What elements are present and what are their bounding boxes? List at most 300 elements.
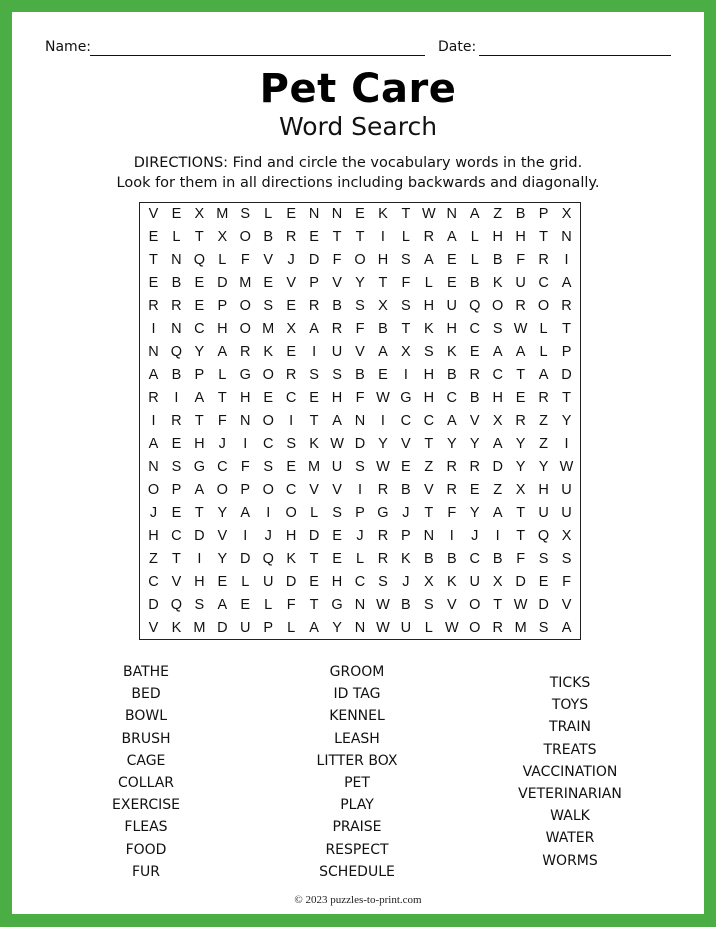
grid-cell[interactable]: R [308,298,320,315]
grid-cell[interactable]: P [561,344,572,361]
grid-cell[interactable]: X [286,321,296,338]
grid-cell[interactable]: B [355,367,365,384]
grid-cell[interactable]: R [377,527,389,544]
grid-cell[interactable]: H [538,481,549,498]
grid-cell[interactable]: I [243,527,248,544]
grid-cell[interactable]: W [513,596,528,613]
grid-cell[interactable]: B [446,550,457,567]
grid-cell[interactable]: N [171,321,182,338]
grid-cell[interactable]: V [309,481,319,498]
grid-cell[interactable]: A [194,390,205,407]
grid-cell[interactable]: N [171,252,182,269]
grid-cell[interactable]: V [286,275,296,292]
grid-cell[interactable]: C [423,412,435,429]
grid-cell[interactable]: L [264,206,273,223]
grid-cell[interactable]: R [538,252,549,269]
grid-cell[interactable]: X [194,206,205,223]
grid-cell[interactable]: T [194,229,204,246]
grid-cell[interactable]: T [194,504,204,521]
grid-cell[interactable]: O [239,229,251,246]
grid-cell[interactable]: I [495,527,500,544]
grid-cell[interactable]: D [538,596,549,613]
grid-cell[interactable]: A [309,619,319,636]
grid-cell[interactable]: S [355,458,365,475]
grid-cell[interactable]: W [513,321,528,338]
grid-cell[interactable]: A [492,504,503,521]
grid-cell[interactable]: F [447,504,457,521]
grid-cell[interactable]: R [469,458,480,475]
grid-cell[interactable]: D [217,619,228,636]
grid-cell[interactable]: K [446,344,457,361]
grid-cell[interactable]: R [285,367,297,384]
grid-cell[interactable]: N [354,619,366,636]
grid-cell[interactable]: A [378,344,388,361]
grid-cell[interactable]: D [308,527,320,544]
grid-cell[interactable]: P [194,367,205,384]
grid-cell[interactable]: D [308,252,320,269]
grid-cell[interactable]: R [331,321,343,338]
grid-cell[interactable]: J [402,504,410,521]
grid-cell[interactable]: Q [537,527,550,544]
grid-cell[interactable]: B [171,367,182,384]
grid-cell[interactable]: T [355,229,365,246]
grid-cell[interactable]: L [424,275,433,292]
grid-cell[interactable]: R [240,344,251,361]
grid-cell[interactable]: D [561,367,572,384]
grid-cell[interactable]: V [424,481,434,498]
grid-cell[interactable]: C [469,321,480,338]
grid-cell[interactable]: O [492,298,504,315]
grid-cell[interactable]: Q [170,596,183,613]
grid-cell[interactable]: K [286,550,296,567]
grid-cell[interactable]: O [216,481,228,498]
grid-cell[interactable]: I [266,504,271,521]
grid-cell[interactable]: F [355,390,365,407]
grid-cell[interactable]: M [239,275,252,292]
grid-cell[interactable]: U [446,298,458,315]
grid-cell[interactable]: J [264,527,272,544]
grid-cell[interactable]: F [240,252,250,269]
grid-cell[interactable]: J [287,252,295,269]
grid-cell[interactable]: G [400,390,412,407]
grid-cell[interactable]: Y [515,458,526,475]
grid-cell[interactable]: X [401,344,411,361]
grid-cell[interactable]: T [424,504,434,521]
grid-cell[interactable]: A [469,206,480,223]
grid-cell[interactable]: E [286,298,296,315]
grid-cell[interactable]: W [376,458,390,475]
grid-cell[interactable]: R [171,412,182,429]
grid-cell[interactable]: N [331,206,343,223]
grid-cell[interactable]: O [262,481,274,498]
grid-cell[interactable]: D [217,275,228,292]
grid-cell[interactable]: G [239,367,251,384]
grid-cell[interactable]: Z [539,412,548,429]
grid-cell[interactable]: U [561,504,572,521]
grid-cell[interactable]: O [147,481,160,498]
grid-cell[interactable]: V [561,596,572,613]
grid-cell[interactable]: S [171,458,182,475]
grid-cell[interactable]: Q [170,344,183,361]
grid-cell[interactable]: N [308,206,320,223]
grid-cell[interactable]: I [197,550,202,567]
grid-cell[interactable]: B [469,390,480,407]
grid-cell[interactable]: L [172,229,181,246]
grid-cell[interactable]: J [218,435,226,452]
grid-cell[interactable]: Y [378,435,388,452]
grid-cell[interactable]: N [423,527,435,544]
grid-cell[interactable]: G [331,596,343,613]
grid-cell[interactable]: X [492,412,503,429]
grid-cell[interactable]: E [194,298,205,315]
grid-cell[interactable]: P [217,298,228,315]
grid-cell[interactable]: Z [493,481,503,498]
grid-cell[interactable]: L [539,344,548,361]
grid-cell[interactable]: A [217,596,228,613]
grid-cell[interactable]: I [380,229,385,246]
grid-cell[interactable]: E [515,390,526,407]
grid-cell[interactable]: V [355,344,365,361]
grid-cell[interactable]: T [562,321,571,338]
grid-cell[interactable]: R [446,481,458,498]
grid-cell[interactable]: C [354,573,366,590]
grid-cell[interactable]: I [564,435,569,452]
grid-cell[interactable]: P [538,206,549,223]
grid-cell[interactable]: E [148,229,159,246]
grid-cell[interactable]: V [446,596,457,613]
grid-cell[interactable]: Y [332,619,342,636]
grid-cell[interactable]: T [194,412,204,429]
grid-cell[interactable]: A [446,229,457,246]
grid-cell[interactable]: U [515,275,526,292]
grid-cell[interactable]: C [171,527,182,544]
grid-cell[interactable]: K [263,344,274,361]
grid-cell[interactable]: H [423,390,435,407]
grid-cell[interactable]: V [469,412,480,429]
grid-cell[interactable]: N [561,229,572,246]
grid-cell[interactable]: N [354,596,366,613]
grid-cell[interactable]: S [424,596,434,613]
grid-cell[interactable]: E [171,206,182,223]
grid-cell[interactable]: E [401,458,411,475]
grid-cell[interactable]: T [149,252,158,269]
grid-cell[interactable]: X [424,573,434,590]
grid-cell[interactable]: C [492,367,503,384]
grid-cell[interactable]: A [561,619,572,636]
grid-cell[interactable]: R [515,412,526,429]
grid-cell[interactable]: R [377,550,389,567]
grid-cell[interactable]: A [309,321,319,338]
grid-cell[interactable]: L [218,252,227,269]
grid-cell[interactable]: V [332,481,342,498]
grid-cell[interactable]: V [171,573,182,590]
grid-cell[interactable]: B [171,275,182,292]
grid-cell[interactable]: U [538,504,549,521]
grid-cell[interactable]: Y [217,550,228,567]
grid-cell[interactable]: I [289,412,294,429]
grid-cell[interactable]: W [376,390,390,407]
grid-cell[interactable]: T [401,206,411,223]
grid-cell[interactable]: D [194,527,205,544]
grid-cell[interactable]: N [354,412,366,429]
grid-cell[interactable]: I [357,481,362,498]
grid-cell[interactable]: J [149,504,158,521]
grid-cell[interactable]: J [356,527,364,544]
grid-cell[interactable]: X [378,298,388,315]
grid-cell[interactable]: E [332,550,342,567]
grid-cell[interactable]: T [516,367,526,384]
grid-cell[interactable]: Z [149,550,158,567]
grid-cell[interactable]: K [492,275,503,292]
grid-cell[interactable]: E [263,390,274,407]
grid-cell[interactable]: U [262,573,274,590]
grid-cell[interactable]: L [424,619,433,636]
grid-cell[interactable]: L [287,619,296,636]
grid-cell[interactable]: O [239,298,251,315]
grid-cell[interactable]: G [193,458,205,475]
grid-cell[interactable]: I [151,412,156,429]
grid-cell[interactable]: X [515,481,526,498]
grid-cell[interactable]: L [470,229,479,246]
grid-cell[interactable]: C [194,321,205,338]
grid-cell[interactable]: I [243,435,248,452]
grid-cell[interactable]: V [263,252,274,269]
grid-cell[interactable]: R [377,481,389,498]
grid-cell[interactable]: A [148,367,159,384]
grid-cell[interactable]: S [378,573,388,590]
grid-cell[interactable]: K [378,206,388,223]
grid-cell[interactable]: E [148,275,159,292]
grid-cell[interactable]: D [515,573,526,590]
grid-cell[interactable]: U [469,573,480,590]
grid-cell[interactable]: T [217,390,227,407]
grid-cell[interactable]: F [401,275,411,292]
grid-cell[interactable]: Q [193,252,205,269]
grid-cell[interactable]: U [331,344,343,361]
grid-cell[interactable]: L [470,252,479,269]
grid-cell[interactable]: H [492,390,503,407]
grid-cell[interactable]: C [285,390,297,407]
grid-cell[interactable]: B [492,252,503,269]
grid-cell[interactable]: C [285,481,297,498]
grid-cell[interactable]: T [424,435,434,452]
grid-cell[interactable]: Q [262,550,274,567]
grid-cell[interactable]: C [400,412,412,429]
grid-cell[interactable]: Y [538,458,549,475]
grid-cell[interactable]: J [402,573,410,590]
grid-cell[interactable]: P [263,619,274,636]
grid-cell[interactable]: M [216,206,229,223]
grid-cell[interactable]: L [401,229,410,246]
grid-cell[interactable]: B [378,321,388,338]
grid-cell[interactable]: V [217,527,228,544]
grid-cell[interactable]: E [378,367,388,384]
grid-cell[interactable]: E [309,229,319,246]
name-field-line[interactable] [90,55,425,56]
grid-cell[interactable]: I [564,252,569,269]
grid-cell[interactable]: E [309,573,319,590]
grid-cell[interactable]: H [331,573,343,590]
grid-cell[interactable]: V [148,619,159,636]
grid-cell[interactable]: H [377,252,389,269]
grid-cell[interactable]: Y [469,435,480,452]
grid-cell[interactable]: F [286,596,296,613]
grid-cell[interactable]: S [538,550,549,567]
grid-cell[interactable]: A [217,344,228,361]
grid-cell[interactable]: O [469,596,481,613]
grid-cell[interactable]: S [309,367,319,384]
grid-cell[interactable]: V [148,206,159,223]
grid-cell[interactable]: N [240,412,251,429]
grid-cell[interactable]: D [285,573,297,590]
grid-cell[interactable]: Y [194,344,205,361]
grid-cell[interactable]: P [171,481,182,498]
grid-cell[interactable]: S [355,298,365,315]
grid-cell[interactable]: R [285,229,297,246]
grid-cell[interactable]: L [264,596,273,613]
date-field-line[interactable] [479,55,671,56]
grid-cell[interactable]: S [538,619,549,636]
grid-cell[interactable]: H [331,390,343,407]
grid-cell[interactable]: S [332,504,342,521]
grid-cell[interactable]: T [516,527,526,544]
grid-cell[interactable]: H [194,435,205,452]
grid-cell[interactable]: T [493,596,503,613]
grid-cell[interactable]: H [423,298,435,315]
grid-cell[interactable]: S [332,367,342,384]
grid-cell[interactable]: A [561,275,572,292]
grid-cell[interactable]: U [331,458,343,475]
grid-cell[interactable]: S [561,550,572,567]
grid-cell[interactable]: H [217,321,228,338]
grid-cell[interactable]: E [217,573,228,590]
grid-cell[interactable]: X [561,527,572,544]
grid-cell[interactable]: B [401,481,411,498]
grid-cell[interactable]: Q [469,298,481,315]
grid-cell[interactable]: K [446,573,457,590]
grid-cell[interactable]: A [148,435,159,452]
grid-cell[interactable]: X [561,206,572,223]
grid-cell[interactable]: A [492,344,503,361]
grid-cell[interactable]: E [171,435,182,452]
grid-cell[interactable]: H [446,321,458,338]
grid-cell[interactable]: S [401,252,411,269]
grid-cell[interactable]: T [309,550,319,567]
grid-cell[interactable]: B [401,596,411,613]
grid-cell[interactable]: H [240,390,251,407]
grid-cell[interactable]: U [240,619,251,636]
grid-cell[interactable]: L [539,321,548,338]
grid-cell[interactable]: I [312,344,317,361]
grid-cell[interactable]: L [241,573,250,590]
grid-cell[interactable]: M [262,321,275,338]
grid-cell[interactable]: F [516,550,526,567]
grid-cell[interactable]: H [492,229,503,246]
grid-cell[interactable]: K [171,619,182,636]
grid-cell[interactable]: T [171,550,181,567]
grid-cell[interactable]: W [376,619,390,636]
grid-cell[interactable]: I [449,527,454,544]
grid-cell[interactable]: D [148,596,159,613]
grid-cell[interactable]: T [332,229,342,246]
grid-cell[interactable]: T [401,321,411,338]
grid-cell[interactable]: T [309,596,319,613]
grid-cell[interactable]: T [539,229,548,246]
grid-cell[interactable]: Z [493,206,503,223]
grid-cell[interactable]: V [401,435,411,452]
grid-cell[interactable]: H [194,573,205,590]
grid-cell[interactable]: L [218,367,227,384]
grid-cell[interactable]: H [515,229,526,246]
grid-cell[interactable]: R [171,298,182,315]
grid-cell[interactable]: I [403,367,408,384]
grid-cell[interactable]: F [240,458,250,475]
grid-cell[interactable]: Y [469,504,480,521]
grid-cell[interactable]: A [492,435,503,452]
grid-cell[interactable]: B [469,275,480,292]
grid-cell[interactable]: N [148,344,159,361]
grid-cell[interactable]: F [217,412,227,429]
grid-cell[interactable]: E [332,527,342,544]
grid-cell[interactable]: O [262,367,274,384]
grid-cell[interactable]: D [492,458,503,475]
grid-cell[interactable]: E [309,390,319,407]
grid-cell[interactable]: E [446,275,457,292]
letter-grid[interactable] [139,202,581,640]
grid-cell[interactable]: T [562,390,571,407]
grid-cell[interactable]: G [377,504,389,521]
grid-cell[interactable]: E [171,504,182,521]
grid-cell[interactable]: T [309,412,319,429]
grid-cell[interactable]: R [148,390,159,407]
grid-cell[interactable]: S [263,298,274,315]
grid-cell[interactable]: X [217,229,228,246]
grid-cell[interactable]: C [469,550,480,567]
grid-cell[interactable]: Y [515,435,526,452]
grid-cell[interactable]: W [376,596,390,613]
grid-cell[interactable]: S [424,344,434,361]
grid-cell[interactable]: E [286,344,296,361]
grid-cell[interactable]: F [332,252,342,269]
grid-cell[interactable]: O [537,298,550,315]
grid-cell[interactable]: W [330,435,344,452]
grid-cell[interactable]: R [492,619,503,636]
grid-cell[interactable]: T [516,504,526,521]
grid-cell[interactable]: O [239,321,251,338]
grid-cell[interactable]: I [174,390,179,407]
grid-cell[interactable]: B [332,298,342,315]
grid-cell[interactable]: P [401,527,411,544]
grid-cell[interactable]: H [285,527,297,544]
grid-cell[interactable]: Y [446,435,457,452]
grid-cell[interactable]: E [263,275,274,292]
grid-cell[interactable]: Z [424,458,434,475]
grid-cell[interactable]: L [310,504,319,521]
grid-cell[interactable]: B [492,550,503,567]
grid-cell[interactable]: P [355,504,365,521]
grid-cell[interactable]: C [148,573,159,590]
grid-cell[interactable]: B [263,229,274,246]
grid-cell[interactable]: E [469,481,480,498]
grid-cell[interactable]: P [309,275,319,292]
grid-cell[interactable]: S [240,206,251,223]
grid-cell[interactable]: Y [561,412,572,429]
grid-cell[interactable]: E [286,458,296,475]
grid-cell[interactable]: B [424,550,434,567]
grid-cell[interactable]: C [538,275,549,292]
grid-cell[interactable]: C [217,458,228,475]
grid-cell[interactable]: E [240,596,251,613]
